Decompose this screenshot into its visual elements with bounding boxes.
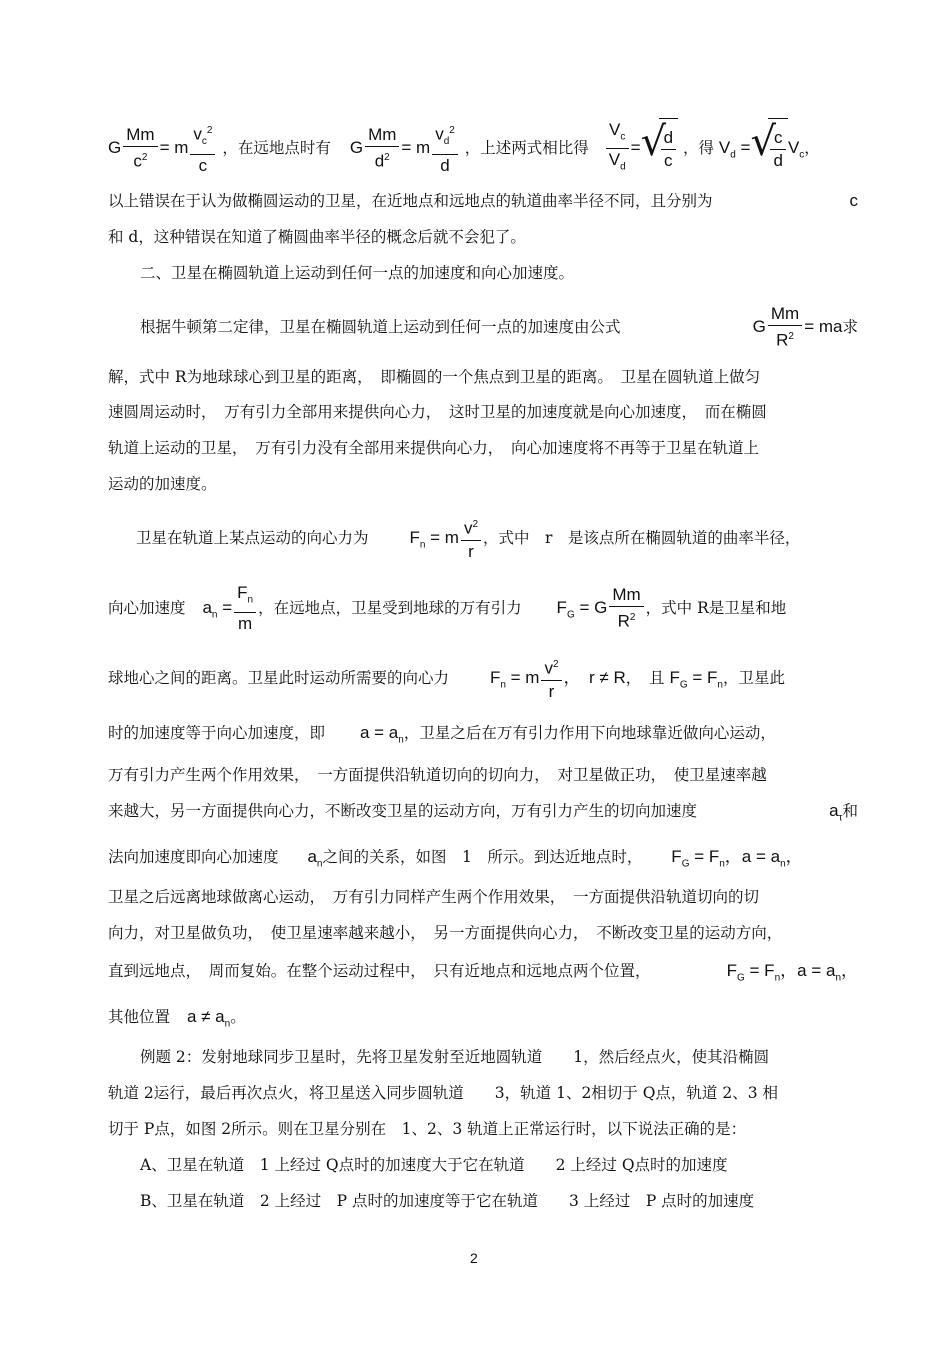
para2-line2: 解，式中 R为地球球心到卫星的距离， 即椭圆的一个焦点到卫星的距离。 卫星在圆轨道上做匀 bbox=[108, 368, 761, 386]
example2-line1: 例题 2：发射地球同步卫星时，先将卫星发射至近地圆轨道 1，然后经点火，使其沿椭圆 bbox=[140, 1048, 770, 1066]
equation-near-point: G $\frac{Mm}{c^2}$ = m $\frac{v_c^2}{c}$ bbox=[108, 138, 217, 157]
para2-line4: 轨道上运动的卫星， 万有引力没有全部用来提供向心力， 向心加速度将不再等于卫星在轨道上 bbox=[108, 439, 760, 457]
para2-line1 bbox=[140, 302, 860, 352]
para3-line1 bbox=[136, 512, 860, 564]
para2-text: 根据牛顿第二定律，卫星在椭圆轨道上运动到任何一点的加速度由公式 bbox=[140, 318, 621, 336]
other-positions-formula: $a \ne a_n$ bbox=[186, 1007, 231, 1030]
para3-text-10a: 直到远地点， 周而复始。在整个运动过程中， 只有近地点和远地点两个位置， bbox=[108, 962, 651, 980]
para3-line2 bbox=[108, 582, 860, 634]
para2-end: 求 bbox=[842, 318, 858, 336]
para2-line3: 速圆周运动时， 万有引力全部用来提供向心力， 这时卫星的加速度就是向心加速度， 而在椭圆 bbox=[108, 403, 767, 421]
centripetal-force-formula: $F_n = m$ $\frac{v^2}{r}$ bbox=[409, 528, 483, 547]
para3-line8: 卫星之后远离地球做离心运动， 万有引力同样产生两个作用效果， 一方面提供沿轨道切向的切 bbox=[108, 888, 760, 906]
para3-text-6a: 来越大，另一方面提供向心力，不断改变卫星的运动方向，万有引力产生的切向加速度 bbox=[108, 802, 698, 820]
para1-line2: 和 d，这种错误在知道了椭圆曲率半径的概念后就不会犯了。 bbox=[108, 228, 526, 246]
para3-text-3a: 球地心之间的距离。卫星此时运动所需要的向心力 bbox=[108, 669, 450, 687]
para1-end-c: c bbox=[849, 191, 858, 210]
para3-line7 bbox=[108, 846, 860, 875]
para1-line1 bbox=[108, 190, 860, 212]
equation-far-point: G $\frac{Mm}{d^2}$ = m $\frac{v_d^2}{d}$ bbox=[350, 138, 460, 157]
para3-line5: 万有引力产生两个作用效果， 一方面提供沿轨道切向的切向力， 对卫星做正功， 使卫星速率越 bbox=[108, 766, 767, 784]
para3-line6 bbox=[108, 800, 860, 822]
para3-line4 bbox=[108, 722, 860, 751]
para3-text-6b: 和 bbox=[842, 802, 858, 820]
para3-text-2c: ，式中 R是卫星和地 bbox=[645, 599, 787, 617]
equation-text-3: ，得 bbox=[682, 139, 714, 157]
near-point-formula: $F_G = F_n$，$a = a_n$， bbox=[671, 847, 803, 870]
para3-text-3b: ， 且 bbox=[625, 669, 665, 687]
example2-option-a: A、卫星在轨道 1 上经过 Q点时的加速度大于它在轨道 2 上经过 Q点时的加速度 bbox=[140, 1156, 728, 1174]
para3-text-2b: ，在远地点，卫星受到地球的万有引力 bbox=[258, 599, 522, 617]
required-force-formula: $F_n = m$ $\frac{v^2}{r}$ ， r ≠ R bbox=[490, 668, 626, 687]
centripetal-accel-formula: $a_n$ = $\frac{F_n}{m}$ bbox=[202, 598, 258, 617]
two-positions-formula: $F_G = F_n$，$a = a_n$， bbox=[726, 961, 858, 984]
gravity-formula: G $\frac{Mm}{R^2}$ = ma求 bbox=[752, 304, 858, 350]
para1-text: 以上错误在于认为做椭圆运动的卫星，在近地点和远地点的轨道曲率半径不同，且分别为 bbox=[108, 192, 713, 210]
para3-text-4a: 时的加速度等于向心加速度，即 bbox=[108, 724, 326, 742]
para3-line11 bbox=[108, 1006, 860, 1035]
para3-text-1b: ，式中 r 是该点所在椭圆轨道的曲率半径， bbox=[483, 529, 801, 547]
equation-ratio: $\frac{V_c}{V_d}$ = √ $\frac{d}{c}$ bbox=[604, 138, 678, 157]
equation-text-2: ，上述两式相比得 bbox=[464, 139, 589, 157]
para3-text-7a: 法向加速度即向心加速度 bbox=[108, 848, 279, 866]
para3-line9: 向力，对卫星做负功， 使卫星速率越来越小， 另一方面提供向心力， 不断改变卫星的运动方向， bbox=[108, 924, 783, 942]
para3-text-11a: 其他位置 bbox=[108, 1008, 171, 1026]
force-equal-formula: $F_G = F_n$ bbox=[669, 668, 723, 691]
equation-text-1: ，在远地点时有 bbox=[222, 139, 331, 157]
para3-line10 bbox=[108, 960, 860, 982]
para3-text-11b: 。 bbox=[230, 1008, 246, 1026]
para3-line3 bbox=[108, 652, 860, 704]
para3-text-1a: 卫星在轨道上某点运动的向心力为 bbox=[136, 529, 369, 547]
equation-text-4: ， bbox=[804, 139, 820, 157]
page-number: 2 bbox=[470, 1250, 478, 1266]
equation-result: $V_d$ = √ $\frac{c}{d}$ $V_c$ bbox=[719, 138, 804, 157]
normal-accel-symbol: $a_n$ bbox=[307, 847, 323, 870]
section2-title: 二、卫星在椭圆轨道上运动到任何一点的加速度和向心加速度。 bbox=[140, 264, 575, 282]
example2-line3: 切于 P点，如图 2所示。则在卫星分别在 1、2、3 轨道上正常运行时，以下说法正确的是： bbox=[108, 1120, 747, 1138]
para3-text-2a: 向心加速度 bbox=[108, 599, 186, 617]
example2-option-b: B、卫星在轨道 2 上经过 P 点时的加速度等于它在轨道 3 上经过 P 点时的加速度 bbox=[140, 1192, 755, 1210]
equation-line bbox=[108, 118, 860, 178]
tangential-accel: $a_\tau$和 bbox=[829, 801, 858, 824]
para3-text-7b: 之间的关系，如图 1 所示。到达近地点时， bbox=[322, 848, 643, 866]
gravity-force-formula: $F_G = G$ $\frac{Mm}{R^2}$ bbox=[557, 598, 646, 617]
accel-equal-formula: $a = a_n$ bbox=[359, 723, 404, 746]
example2-line2: 轨道 2运行，最后再次点火，将卫星送入同步圆轨道 3，轨道 1、2相切于 Q点，轨道 2、3 相 bbox=[108, 1084, 779, 1102]
para3-text-4b: ，卫星之后在万有引力作用下向地球靠近做向心运动， bbox=[403, 724, 776, 742]
para3-text-3c: ，卫星此 bbox=[722, 669, 785, 687]
para2-line5: 运动的加速度。 bbox=[108, 475, 217, 493]
